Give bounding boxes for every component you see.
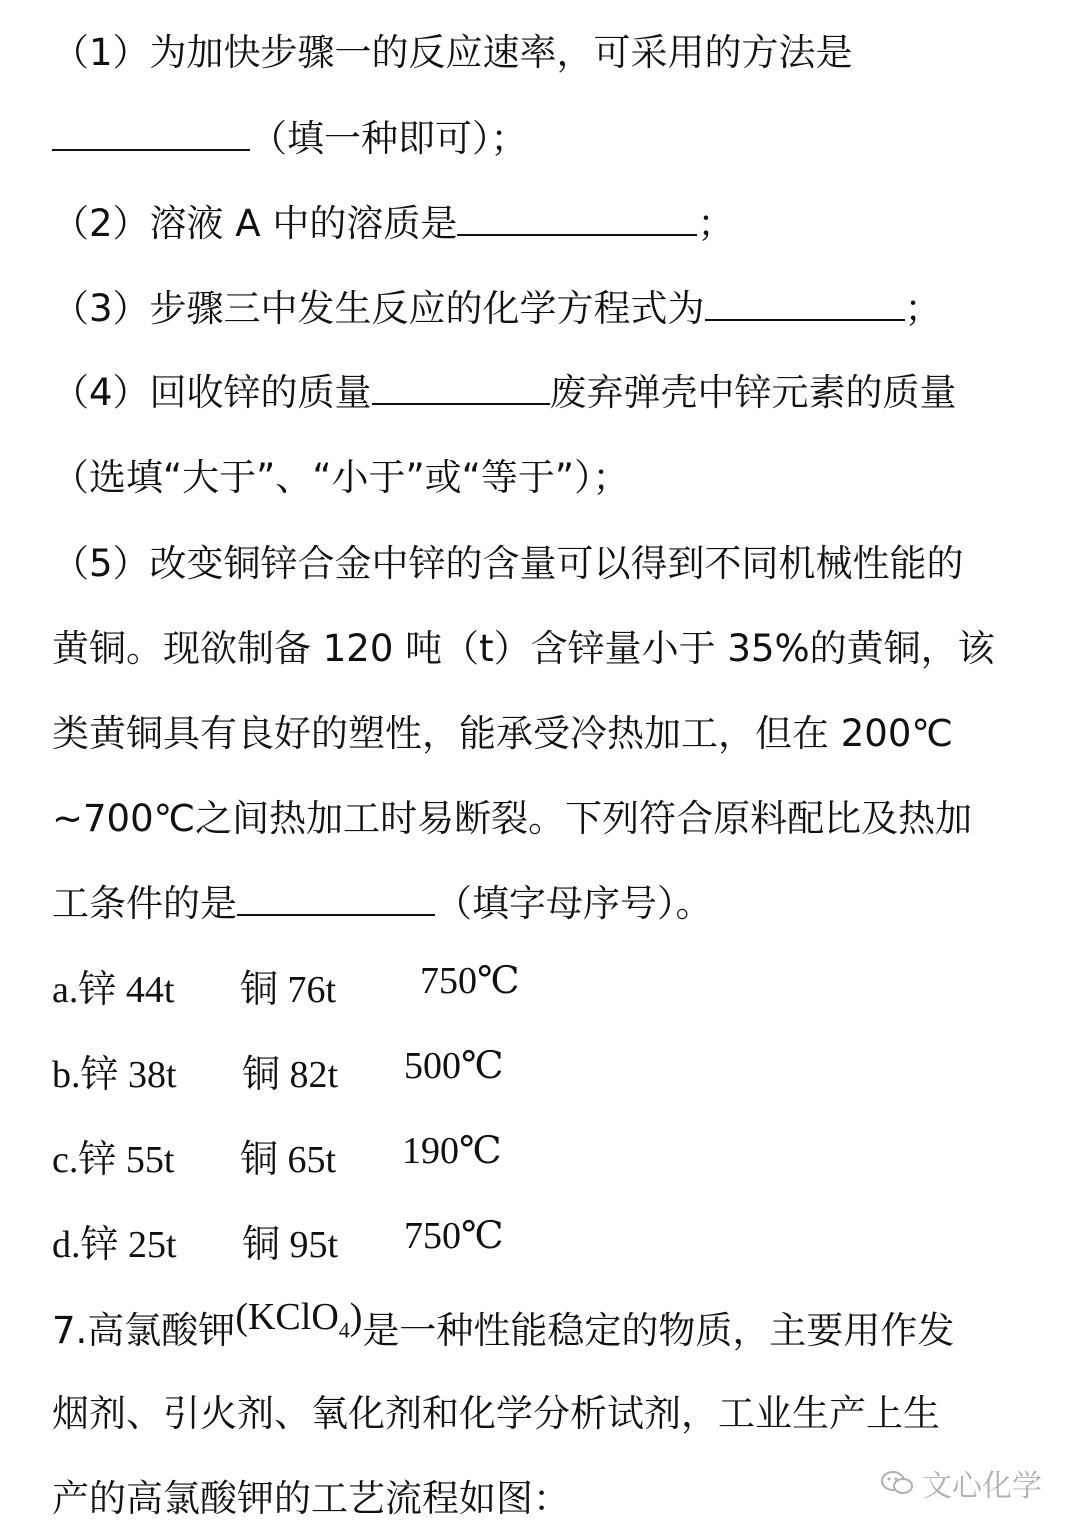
q1-text: 为加快步骤一的反应速率，可采用的方法是 [149, 31, 853, 74]
q5-hint: （填字母序号）。 [435, 882, 713, 925]
q4-line-2 [52, 447, 1028, 501]
formula-subscript: 4 [338, 1317, 350, 1343]
watermark-text: 文心化学 [922, 1469, 1042, 1504]
q4-options-hint: （选填“大于”、“小于”或“等于”）； [52, 456, 630, 499]
q2-text: 溶液 A 中的溶质是 [149, 202, 458, 245]
q4-text-b: 废弃弹壳中锌元素的质量 [549, 371, 957, 414]
q1-hint: （填一种即可）； [250, 117, 528, 160]
watermark [880, 1461, 1042, 1505]
formula-main: (KClO [235, 1296, 339, 1338]
q3-text: 步骤三中发生反应的化学方程式为 [149, 287, 705, 330]
option-d-temp: 750℃ [404, 1215, 504, 1257]
q5-text-3: 类黄铜具有良好的塑性，能承受冷热加工，但在 200℃ [52, 712, 953, 755]
q5-text-2: 黄铜。现欲制备 120 吨（t）含锌量小于 35%的黄铜，该 [52, 627, 995, 670]
q4-label: （4） [52, 371, 150, 414]
q3-label: （3） [52, 287, 150, 330]
q5-label: （5） [52, 542, 150, 585]
q5-text-1: 改变铜锌合金中锌的含量可以得到不同机械性能的 [149, 542, 964, 585]
option-a-zinc: a.锌 44t [52, 969, 175, 1011]
q5-text-4: ~700℃之间热加工时易断裂。下列符合原料配比及热加 [52, 797, 973, 840]
q3-answer-blank[interactable] [705, 289, 905, 321]
q5-line-5 [52, 873, 1028, 927]
q7-text-2: 烟剂、引火剂、氧化剂和化学分析试剂，工业生产上生 [52, 1392, 940, 1435]
q4-text-a: 回收锌的质量 [149, 371, 372, 414]
q1-line-2 [52, 108, 1028, 162]
q7-prefix: 7.高氯酸钾 [52, 1309, 236, 1352]
q1-answer-blank[interactable] [52, 119, 250, 151]
option-d-zinc: d.锌 25t [52, 1224, 177, 1266]
option-a-copper: 铜 76t [240, 969, 337, 1011]
q3-end: ； [904, 287, 942, 330]
option-a-temp: 750℃ [420, 960, 520, 1002]
option-c-temp: 190℃ [402, 1130, 502, 1172]
q1-label: （1） [52, 31, 150, 74]
q1-line-1 [52, 22, 1028, 76]
q7-line-2 [52, 1383, 1028, 1437]
q2-end: ； [697, 202, 735, 245]
q5-answer-blank[interactable] [237, 884, 435, 916]
q7-line-1 [52, 1296, 1028, 1358]
q7-text-3: 产的高氯酸钾的工艺流程如图： [52, 1477, 570, 1520]
kclo4-formula [235, 1296, 363, 1343]
q5-line-3 [52, 703, 1028, 757]
option-c-copper: 铜 65t [240, 1139, 337, 1181]
option-b-temp: 500℃ [404, 1045, 504, 1087]
option-c-zinc: c.锌 55t [52, 1139, 175, 1181]
wechat-icon [880, 1470, 914, 1496]
q2-label: （2） [52, 202, 150, 245]
option-b-copper: 铜 82t [242, 1054, 339, 1096]
option-d-copper: 铜 95t [242, 1224, 339, 1266]
option-b-zinc: b.锌 38t [52, 1054, 177, 1096]
q3-line [52, 278, 1028, 332]
formula-close: ) [349, 1296, 363, 1338]
q2-line [52, 193, 1028, 247]
q5-text-5: 工条件的是 [52, 882, 237, 925]
q7-text-1: 是一种性能稳定的物质，主要用作发 [362, 1309, 955, 1352]
q5-line-2 [52, 618, 1028, 672]
q4-answer-blank[interactable] [372, 373, 550, 405]
q5-line-4 [52, 788, 1028, 842]
q4-line-1 [52, 362, 1028, 416]
q2-answer-blank[interactable] [457, 204, 697, 236]
q5-line-1 [52, 533, 1028, 587]
